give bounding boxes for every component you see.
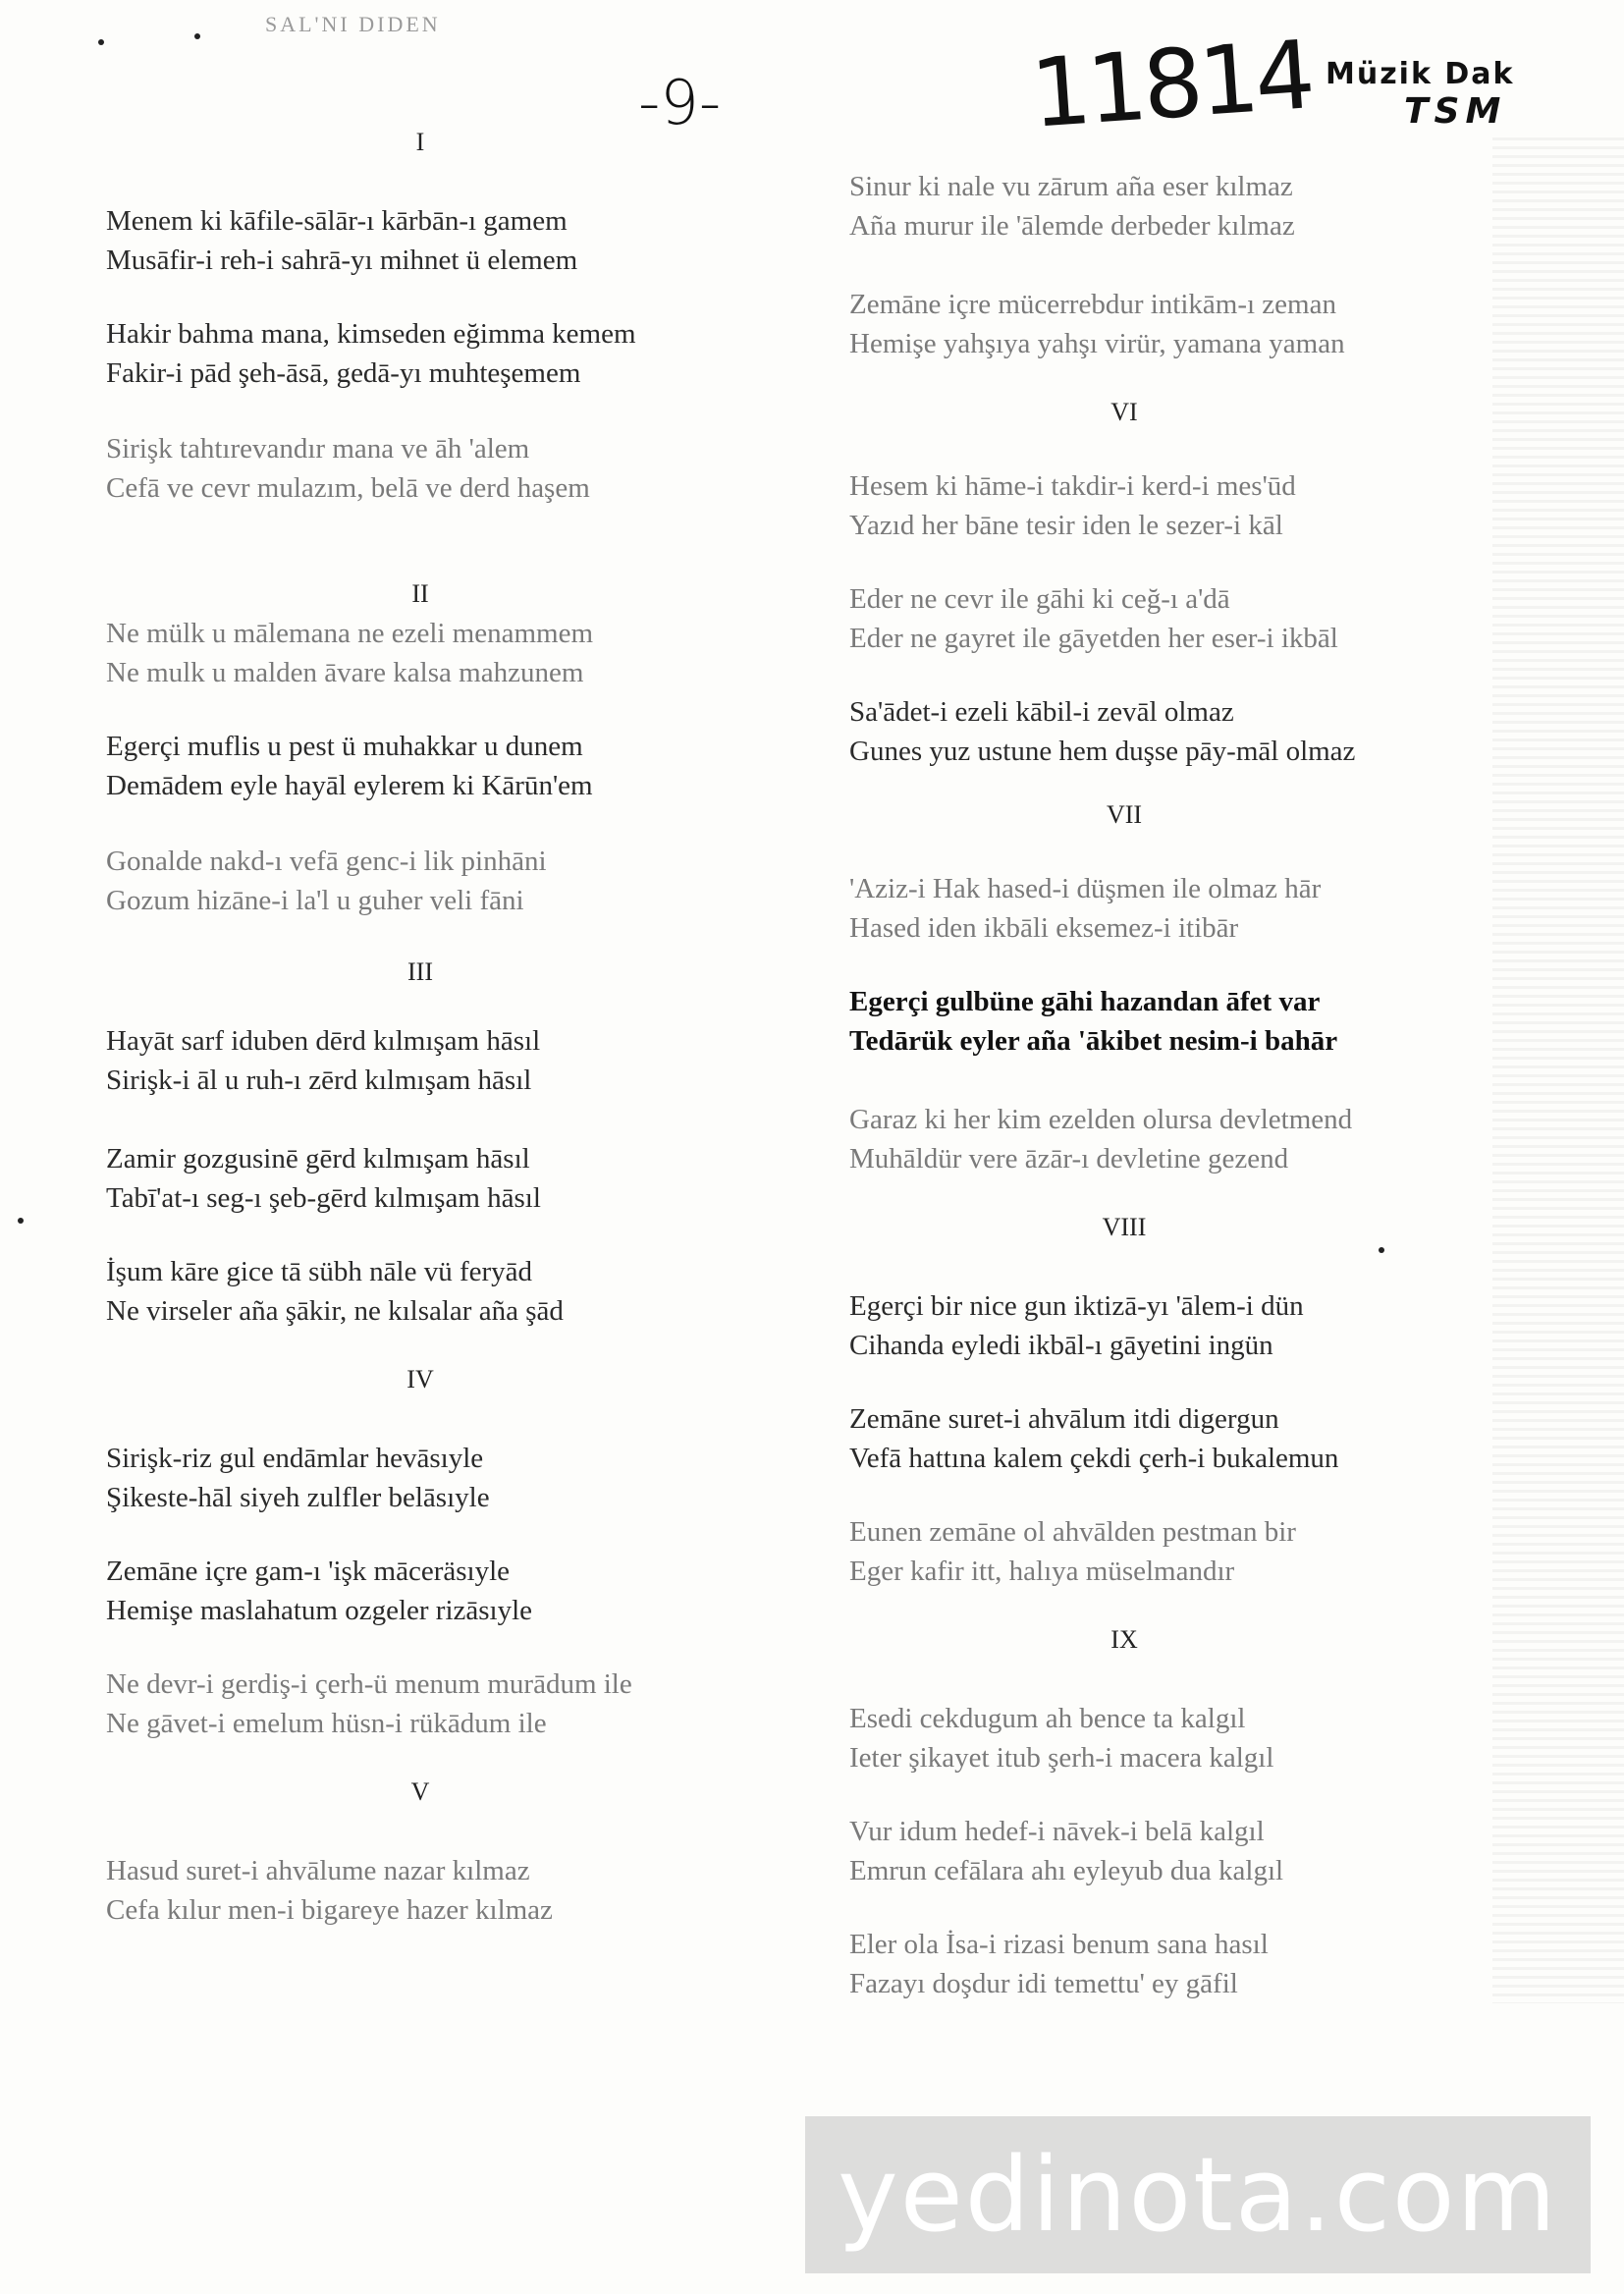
verse-line: Zemāne içre mücerrebdur intikām-ı zeman xyxy=(849,289,1336,320)
couplet xyxy=(106,1139,541,1218)
verse-line: Sa'ādet-i ezeli kābil-i zevāl olmaz xyxy=(849,696,1234,728)
verse-line: Şikeste-hāl siyeh zulfler belāsıyle xyxy=(106,1482,490,1513)
verse-line: Hased iden ikbāli eksemez-i itibār xyxy=(849,912,1239,944)
couplet xyxy=(849,1699,1273,1777)
couplet xyxy=(106,201,577,280)
couplet xyxy=(849,1100,1352,1178)
verse-line: Cefā ve cevr mulazım, belā ve derd haşem xyxy=(106,472,590,504)
scan-speck xyxy=(194,33,200,39)
verse-line: Hemişe maslahatum ozgeler rizāsıyle xyxy=(106,1595,533,1626)
section-number: V xyxy=(410,1777,430,1806)
couplet xyxy=(106,1439,490,1517)
section-number: III xyxy=(407,957,433,986)
verse-line: Aña murur ile 'ālemde derbeder kılmaz xyxy=(849,210,1295,242)
stamp-line-1: Müzik Dak xyxy=(1326,57,1515,91)
watermark-banner xyxy=(805,2116,1591,2273)
verse-line: Ne gāvet-i emelum hüsn-i rükādum ile xyxy=(106,1708,547,1739)
couplet xyxy=(106,1851,553,1930)
couplet xyxy=(849,579,1338,658)
verse-line: Hakir bahma mana, kimseden eğimma kemem xyxy=(106,318,636,350)
verse-line: Hayāt sarf iduben dērd kılmışam hāsıl xyxy=(106,1025,541,1057)
couplet xyxy=(106,727,593,805)
section-number: VIII xyxy=(1102,1213,1147,1241)
verse-line: Musāfir-i reh-i sahrā-yı mihnet ü elemem xyxy=(106,245,578,276)
couplet xyxy=(849,1286,1304,1365)
verse-line: Eder ne cevr ile gāhi ki ceğ-ı a'dā xyxy=(849,583,1230,615)
verse-line: Zemāne suret-i ahvālum itdi digergun xyxy=(849,1403,1279,1435)
couplet xyxy=(106,842,547,920)
section-number: VI xyxy=(1110,398,1138,426)
scan-speck xyxy=(18,1218,24,1224)
couplet xyxy=(106,1665,632,1743)
verse-line: Sinur ki nale vu zārum aña eser kılmaz xyxy=(849,171,1293,202)
scan-noise-edge xyxy=(1492,137,1624,2003)
verse-line: Zamir gozgusinē gērd kılmışam hāsıl xyxy=(106,1143,530,1174)
verse-line: Hasud suret-i ahvālume nazar kılmaz xyxy=(106,1855,530,1886)
verse-line: Eunen zemāne ol ahvālden pestman bir xyxy=(849,1516,1296,1548)
verse-line: Sirişk tahtırevandır mana ve āh 'alem xyxy=(106,433,530,464)
couplet xyxy=(106,429,590,508)
couplet xyxy=(849,869,1321,948)
verse-line: Gozum hizāne-i la'l u guher veli fāni xyxy=(106,885,524,916)
section-number: VII xyxy=(1106,800,1143,829)
stamp-line-2: TSM xyxy=(1404,91,1507,132)
verse-line: Cihanda eyledi ikbāl-ı gāyetini ingün xyxy=(849,1330,1273,1361)
verse-line: Demādem eyle hayāl eylerem ki Kārūn'em xyxy=(106,770,593,801)
verse-line: İşum kāre gice tā sübh nāle vü feryād xyxy=(106,1256,533,1287)
faint-header-text: SAL'NI DIDEN xyxy=(265,12,441,36)
handwritten-catalog-number: 11814 xyxy=(1027,20,1315,149)
couplet xyxy=(849,692,1355,771)
page-number: -9- xyxy=(638,67,722,138)
verse-line: Sirişk-riz gul endāmlar hevāsıyle xyxy=(106,1443,484,1474)
verse-line: Ne virseler aña şākir, ne kılsalar aña şād xyxy=(106,1295,564,1327)
verse-line: Hemişe yahşıya yahşı virür, yamana yaman xyxy=(849,328,1345,359)
verse-line: Esedi cekdugum ah bence ta kalgıl xyxy=(849,1703,1246,1734)
verse-line: Garaz ki her kim ezelden olursa devletmend xyxy=(849,1104,1353,1135)
verse-line: Egerçi muflis u pest ü muhakkar u dunem xyxy=(106,731,583,762)
couplet xyxy=(106,1252,564,1331)
verse-line: Gonalde nakd-ı vefā genc-i lik pinhāni xyxy=(106,846,547,877)
verse-line: Egerçi bir nice gun iktizā-yı 'ālem-i dün xyxy=(849,1290,1304,1322)
verse-line: Ieter şikayet itub şerh-i macera kalgıl xyxy=(849,1742,1274,1774)
verse-line: Menem ki kāfile-sālār-ı kārbān-ı gamem xyxy=(106,205,568,237)
verse-line: Muhāldür vere āzār-ı devletine gezend xyxy=(849,1143,1289,1174)
library-stamp xyxy=(1326,57,1514,132)
couplet xyxy=(106,1021,540,1100)
couplet xyxy=(849,1512,1296,1591)
verse-line: Vur idum hedef-i nāvek-i belā kalgıl xyxy=(849,1816,1265,1847)
verse-line: Eler ola İsa-i rizasi benum sana hasıl xyxy=(849,1929,1269,1960)
verse-line: Fazayı doşdur idi temettu' ey gāfil xyxy=(849,1968,1238,1999)
section-number: IX xyxy=(1110,1625,1138,1654)
watermark-text: yedinota.com xyxy=(838,2135,1558,2255)
verse-line: Ne devr-i gerdiş-i çerh-ü menum murādum ile xyxy=(106,1668,632,1700)
verse-line: Egerçi gulbüne gāhi hazandan āfet var xyxy=(849,986,1321,1017)
verse-line: Zemāne içre gam-ı 'işk māceräsıyle xyxy=(106,1556,511,1587)
couplet xyxy=(849,1812,1283,1890)
verse-line: Eger kafir itt, halıya müselmandır xyxy=(849,1556,1235,1587)
section-number: II xyxy=(411,579,429,608)
verse-line: Tabī'at-ı seg-ı şeb-gērd kılmışam hāsıl xyxy=(106,1182,541,1214)
verse-line: Gunes yuz ustune hem duşse pāy-māl olmaz xyxy=(849,736,1356,767)
couplet xyxy=(849,167,1295,246)
verse-line: Hesem ki hāme-i takdir-i kerd-i mes'ūd xyxy=(849,470,1296,502)
verse-line: Sirişk-i āl u ruh-ı zērd kılmışam hāsıl xyxy=(106,1065,532,1096)
verse-line: Emrun cefālara ahı eyleyub dua kalgıl xyxy=(849,1855,1284,1886)
couplet xyxy=(849,466,1296,545)
couplet xyxy=(849,982,1337,1061)
couplet xyxy=(849,285,1345,363)
couplet xyxy=(106,614,593,692)
couplet xyxy=(849,1925,1269,2003)
couplet xyxy=(106,314,636,393)
couplet xyxy=(106,1552,532,1630)
verse-line: Eder ne gayret ile gāyetden her eser-i ikbāl xyxy=(849,623,1338,654)
verse-line: Vefā hattına kalem çekdi çerh-i bukalemun xyxy=(849,1443,1339,1474)
verse-line: Yazıd her bāne tesir iden le sezer-i kāl xyxy=(849,510,1283,541)
section-number: IV xyxy=(406,1365,434,1393)
verse-line: Fakir-i pād şeh-āsā, gedā-yı muhteşemem xyxy=(106,357,581,389)
section-number: I xyxy=(415,128,425,156)
verse-line: Ne mulk u malden āvare kalsa mahzunem xyxy=(106,657,584,688)
couplet xyxy=(849,1399,1338,1478)
verse-line: Ne mülk u mālemana ne ezeli menammem xyxy=(106,618,594,649)
scan-speck xyxy=(98,39,104,45)
scan-speck xyxy=(1379,1247,1384,1253)
verse-line: Cefa kılur men-i bigareye hazer kılmaz xyxy=(106,1894,553,1926)
verse-line: Tedārük eyler aña 'ākibet nesim-i bahār xyxy=(849,1025,1338,1057)
verse-line: 'Aziz-i Hak hased-i düşmen ile olmaz hār xyxy=(849,873,1322,904)
